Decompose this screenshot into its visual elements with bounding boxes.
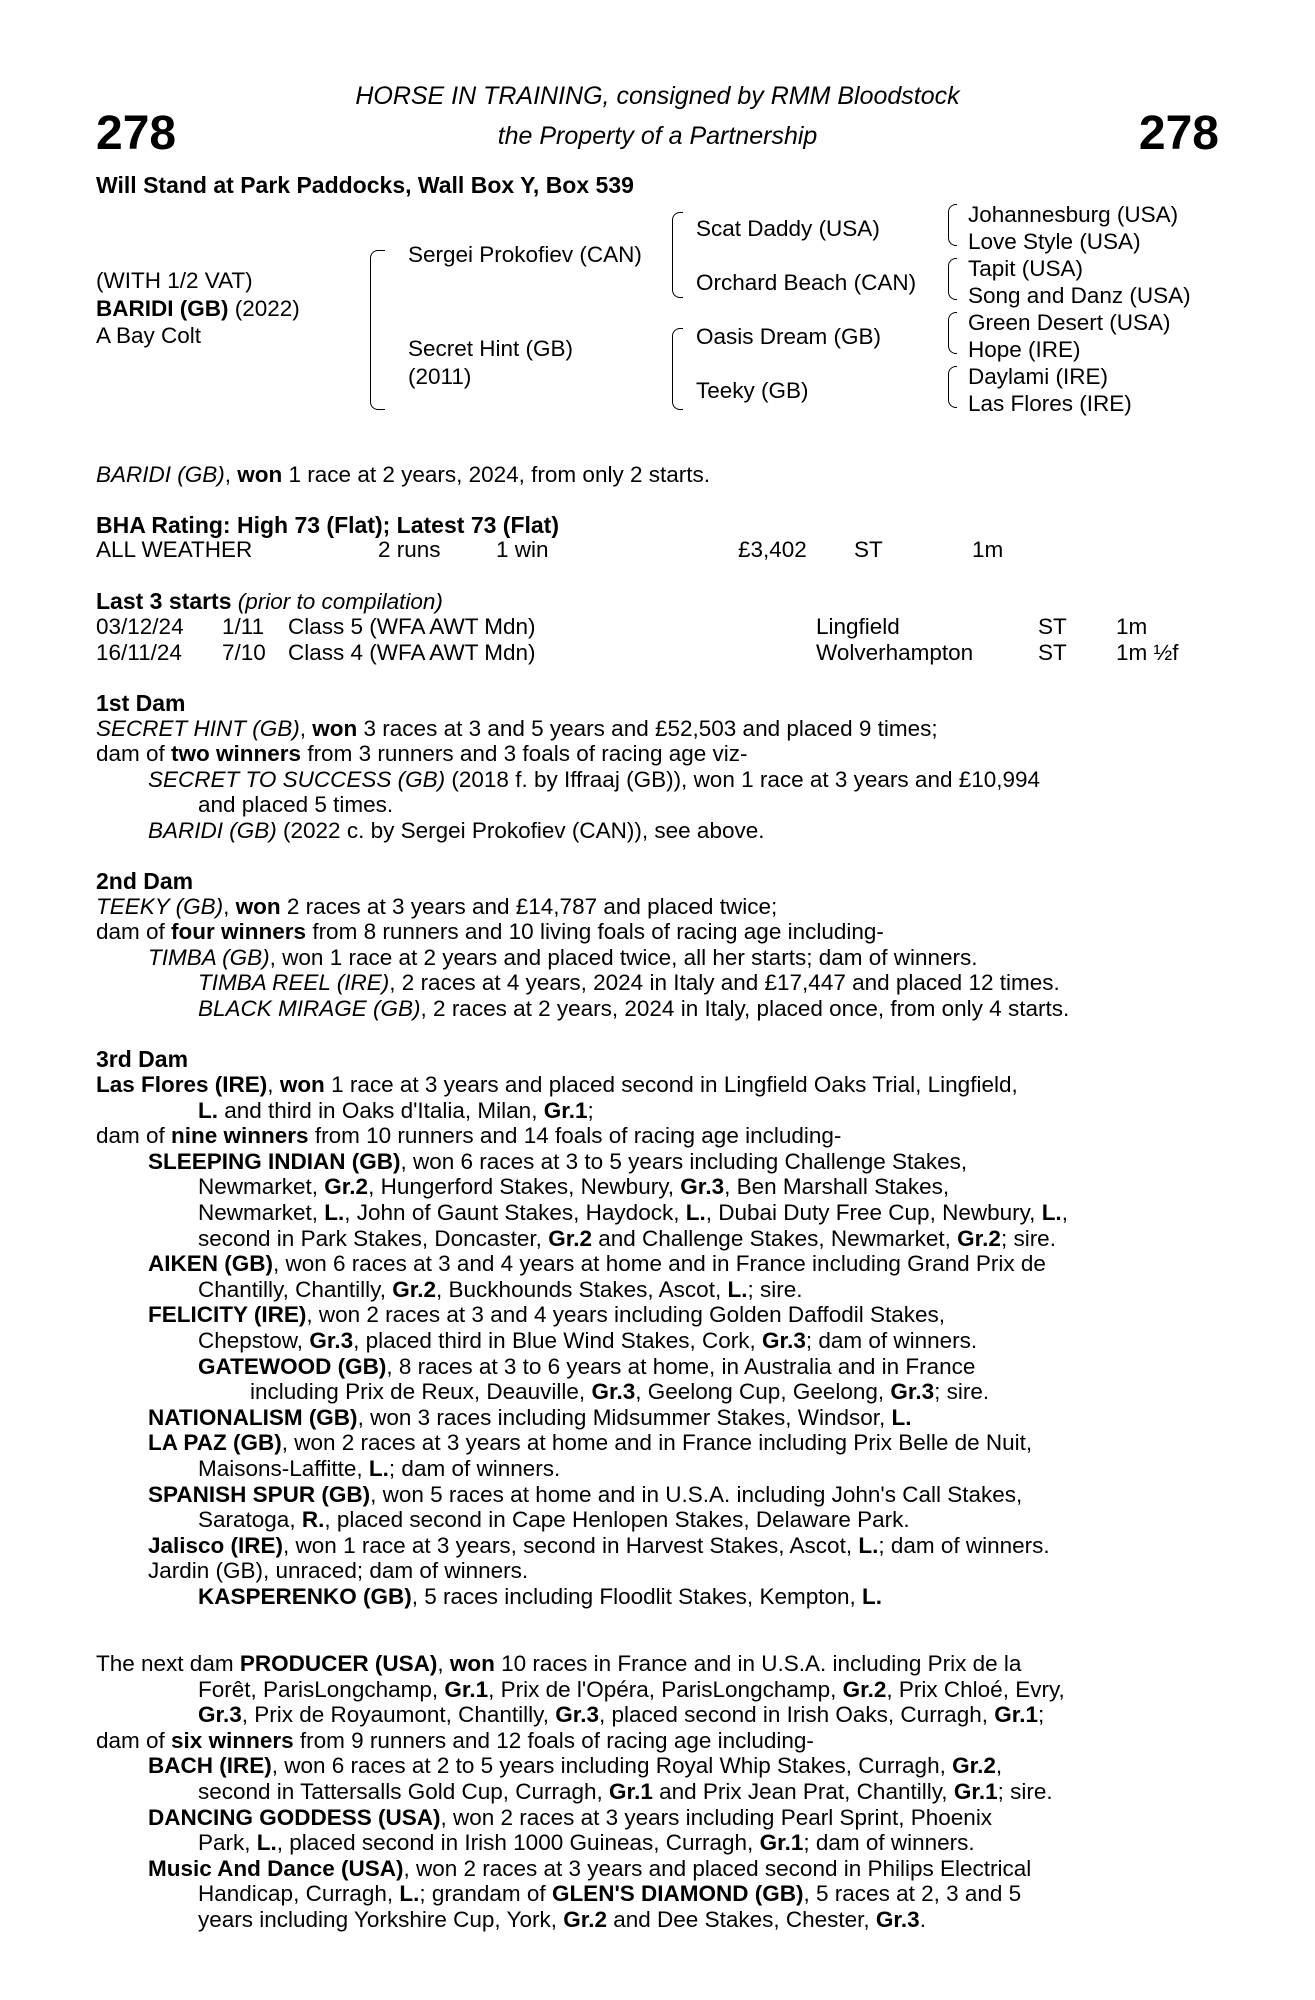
ggs-4: Song and Danz (USA) (968, 283, 1191, 308)
bold-text: Gr.1 (759, 1830, 804, 1856)
start-going: ST (1038, 640, 1067, 665)
start-going: ST (1038, 614, 1067, 639)
next-dam-line-6 (198, 1779, 1053, 1805)
text: ; dam of winners. (803, 1830, 975, 1856)
dam1-record: 3 races at 3 and 5 years and £52,503 and placed 9 times; (357, 716, 938, 741)
start-race: Class 5 (WFA AWT Mdn) (288, 614, 536, 639)
text: , Prix de Royaumont, Chantilly, (241, 1702, 556, 1728)
next-dam-line-11 (198, 1907, 926, 1933)
bold-text: GLEN'S DIAMOND (GB) (551, 1881, 804, 1907)
dam2-line-5 (198, 996, 1069, 1022)
bold-text: SPANISH SPUR (GB) (148, 1481, 371, 1507)
text: and Challenge Stakes, Newmarket, (591, 1225, 958, 1251)
dam3-line-13 (250, 1379, 989, 1405)
summary-won: won (237, 462, 283, 487)
text: Chepstow, (198, 1328, 310, 1353)
start-distance: 1m ½f (1116, 640, 1179, 665)
text: , Prix Chloé, Evry, (886, 1676, 1065, 1702)
bold-text: R. (301, 1507, 325, 1533)
bold-text: L. (256, 1830, 277, 1856)
text: , won 3 races including Midsummer Stakes, Windsor, (357, 1404, 892, 1430)
lot-number-right: 278 (1138, 107, 1219, 160)
text: . (919, 1907, 926, 1932)
dam3-line-5 (198, 1174, 949, 1200)
dam3-line-10 (148, 1302, 945, 1328)
text: and Dee Stakes, Chester, (607, 1907, 876, 1932)
horse-name: BARIDI (GB) (96, 296, 229, 321)
last-starts-note: (prior to compilation) (237, 589, 443, 614)
text: ; (587, 1097, 594, 1123)
dam1-line-3 (148, 767, 1040, 793)
bold-text: Gr.1 (994, 1702, 1039, 1728)
text: , won 5 races at home and in U.S.A. including John's Call Stakes, (370, 1481, 1023, 1507)
text: ; sire. (997, 1779, 1053, 1804)
text: , Prix de l'Opéra, ParisLongchamp, (488, 1676, 843, 1702)
start-course: Lingfield (816, 614, 900, 639)
text: , Hungerford Stakes, Newbury, (368, 1174, 681, 1200)
dam2-foals: from 8 runners and 10 living foals of racing age including- (306, 919, 884, 944)
text: , Geelong Cup, Geelong, (635, 1379, 891, 1405)
dam1-line-4: and placed 5 times. (198, 792, 394, 817)
bold-text: Gr.3 (198, 1702, 242, 1728)
dam3-line-4 (148, 1149, 967, 1175)
text: Park, (198, 1830, 257, 1856)
bold-text: Gr.2 (957, 1225, 1001, 1251)
start-position: 7/10 (222, 640, 266, 665)
dam3-line-20 (148, 1558, 528, 1584)
sire-dam: Orchard Beach (CAN) (696, 270, 917, 295)
dam2-line-4 (198, 970, 1060, 996)
text: second in Tattersalls Gold Cup, Curragh, (198, 1779, 610, 1804)
offspring-name: SECRET TO SUCCESS (GB) (148, 767, 446, 792)
text: dam of (96, 1123, 172, 1149)
text: ; dam of winners. (388, 1456, 561, 1481)
text: Newmarket, (198, 1174, 325, 1200)
bold-text: L. (685, 1200, 706, 1225)
bold-text: won (279, 1072, 325, 1097)
dam3-line-6 (198, 1200, 1068, 1226)
ggs-7: Daylami (IRE) (968, 364, 1109, 389)
dam2-name: TEEKY (GB) (96, 894, 224, 919)
last-starts-title: Last 3 starts (96, 588, 232, 614)
ggs-3: Tapit (USA) (968, 256, 1084, 281)
text: , won 1 race at 3 years, second in Harvest Stakes, Ascot, (283, 1532, 859, 1558)
text: Saratoga, (198, 1507, 302, 1533)
text: , won 2 races at 3 and 4 years including Golden Daffodil Stakes, (306, 1302, 946, 1328)
dam3-line-8 (148, 1251, 1046, 1277)
bold-text: L. (891, 1404, 912, 1430)
text: ; sire. (934, 1379, 990, 1405)
next-dam-line-7 (148, 1805, 992, 1831)
bold-text: Gr.2 (548, 1225, 592, 1251)
dam3-line-14 (148, 1405, 912, 1431)
text: , Ben Marshall Stakes, (724, 1174, 950, 1200)
offspring-record: (2022 c. by Sergei Prokofiev (CAN)), see above. (276, 818, 765, 843)
text: Newmarket, (198, 1200, 325, 1225)
bold-text: KASPERENKO (GB) (198, 1584, 412, 1609)
dam-name: Secret Hint (GB) (408, 336, 574, 361)
text: , Buckhounds Stakes, Ascot, (436, 1276, 728, 1302)
offspring-name: BLACK MIRAGE (GB) (198, 996, 421, 1021)
text: , (995, 1753, 1003, 1779)
next-dam-line-1 (96, 1651, 1021, 1677)
horse-title (96, 296, 300, 322)
offspring-record: (2018 f. by Iffraaj (GB)), won 1 race at 3 years and £10,994 (445, 767, 1041, 792)
dam2-line-1: TEEKY (GB), won 2 races at 3 years and £14,787 and placed twice; (96, 894, 778, 919)
lot-number-left: 278 (96, 107, 177, 160)
ggs-1: Johannesburg (USA) (968, 202, 1179, 227)
bha-rating: BHA Rating: High 73 (Flat); Latest 73 (Flat) (96, 512, 559, 538)
dam3-line-21 (198, 1584, 882, 1610)
bold-text: L. (324, 1200, 345, 1225)
bold-text: L. (399, 1881, 420, 1907)
dam3-line-11 (198, 1328, 977, 1354)
offspring-record: , won 1 race at 2 years and placed twice, all her starts; dam of winners. (269, 945, 978, 970)
bold-text: Gr.3 (762, 1328, 806, 1353)
bold-text: L. (858, 1532, 879, 1558)
bold-text: NATIONALISM (GB) (148, 1404, 358, 1430)
rating-prize: £3,402 (738, 537, 807, 562)
dam1-line-5 (148, 818, 764, 844)
text: , won 2 races at 3 years including Pearl Sprint, Phoenix (440, 1804, 993, 1830)
text: dam of (96, 1727, 172, 1753)
offspring-name: BARIDI (GB) (148, 818, 277, 843)
start-date: 16/11/24 (96, 640, 182, 665)
dam1-name: SECRET HINT (GB) (96, 716, 300, 741)
ggs-5: Green Desert (USA) (968, 310, 1171, 335)
bold-text: Gr.1 (444, 1676, 489, 1702)
bold-text: Gr.3 (555, 1702, 600, 1728)
text: Handicap, Curragh, (198, 1881, 400, 1907)
bold-text: won (449, 1651, 495, 1676)
bold-text: L. (198, 1097, 218, 1123)
stand-location: Will Stand at Park Paddocks, Wall Box Y, Box 539 (96, 172, 634, 198)
text: , John of Gaunt Stakes, Haydock, (344, 1200, 686, 1225)
bold-text: L. (862, 1584, 882, 1609)
bold-text: L. (1041, 1200, 1062, 1225)
dam2-dam-of: dam of (96, 919, 172, 944)
dam3-line-9 (198, 1277, 802, 1303)
text: ; sire. (1000, 1225, 1056, 1251)
text: from 10 runners and 14 foals of racing age including- (308, 1123, 842, 1149)
bold-text: L. (368, 1456, 389, 1481)
text: and third in Oaks d'Italia, Milan, (218, 1097, 544, 1123)
consignment-line: HORSE IN TRAINING, consigned by RMM Bloodstock (355, 82, 960, 110)
race-summary: BARIDI (GB), won 1 race at 2 years, 2024, from only 2 starts. (96, 462, 710, 487)
text: Chantilly, Chantilly, (198, 1276, 393, 1302)
text: Forêt, ParisLongchamp, (198, 1676, 445, 1702)
rating-distance: 1m (972, 537, 1004, 562)
summary-rest: 1 race at 2 years, 2024, from only 2 starts. (282, 462, 710, 487)
text: , won 6 races at 3 to 5 years including Challenge Stakes, (400, 1148, 968, 1174)
offspring-name: TIMBA (GB) (148, 945, 270, 970)
dam1-heading: 1st Dam (96, 690, 186, 716)
text: , placed second in Cape Henlopen Stakes, Delaware Park. (324, 1507, 910, 1533)
text: , (1061, 1200, 1068, 1225)
text: ; dam of winners. (878, 1532, 1050, 1558)
start-date: 03/12/24 (96, 614, 184, 639)
bold-text: Gr.3 (680, 1174, 725, 1200)
pedigree-brace-main (370, 250, 385, 410)
next-dam-line-9 (148, 1856, 1031, 1882)
text: ; sire. (747, 1276, 803, 1302)
bold-text: DANCING GODDESS (USA) (148, 1804, 441, 1830)
bold-text: Jalisco (IRE) (148, 1532, 284, 1558)
dam3-line-2 (198, 1098, 594, 1124)
bold-text: Gr.2 (952, 1753, 996, 1779)
dam3-heading: 3rd Dam (96, 1046, 189, 1072)
bold-text: L. (727, 1276, 748, 1302)
dam1-line-1: SECRET HINT (GB), won 3 races at 3 and 5 years and £52,503 and placed 9 times; (96, 716, 938, 741)
next-dam-line-2 (198, 1677, 1065, 1703)
text: , 8 races at 3 to 6 years at home, in Australia and in France (386, 1353, 976, 1379)
dam1-won: won (312, 716, 358, 741)
dam1-dam-of: dam of (96, 741, 172, 766)
text: , placed second in Irish 1000 Guineas, Curragh, (276, 1830, 760, 1856)
offspring-name: TIMBA REEL (IRE) (198, 970, 390, 995)
dam-year: (2011) (408, 364, 472, 389)
dam3-line-16 (198, 1456, 560, 1482)
dam2-line-3 (148, 945, 978, 971)
next-dam-line-5 (148, 1753, 1002, 1779)
bold-text: Gr.2 (563, 1907, 607, 1932)
offspring-record: , 2 races at 4 years, 2024 in Italy and £17,447 and placed 12 times. (389, 970, 1060, 995)
text: , (437, 1651, 450, 1676)
rating-wins: 1 win (496, 537, 549, 562)
dam-dam: Teeky (GB) (696, 378, 809, 403)
next-dam-line-10 (198, 1881, 1021, 1907)
bold-text: Gr.3 (591, 1379, 636, 1405)
rating-runs: 2 runs (378, 537, 441, 562)
bold-text: Gr.2 (392, 1276, 437, 1302)
bold-text: Music And Dance (USA) (148, 1855, 404, 1881)
text: , won 6 races at 2 to 5 years including Royal Whip Stakes, Curragh, (271, 1753, 953, 1779)
dam3-line-12 (198, 1354, 975, 1380)
start-position: 1/11 (222, 614, 265, 639)
last-starts-heading (96, 588, 443, 615)
text: 1 race at 3 years and placed second in Lingfield Oaks Trial, Lingfield, (324, 1072, 1018, 1097)
dam3-line-3 (96, 1123, 841, 1149)
bold-text: FELICITY (IRE) (148, 1302, 307, 1328)
dam1-line-2 (96, 741, 748, 767)
text: 10 races in France and in U.S.A. including Prix de la (494, 1651, 1022, 1676)
dam3-line-7 (198, 1226, 1056, 1252)
text: years including Yorkshire Cup, York, (198, 1907, 564, 1932)
dam2-line-2 (96, 919, 884, 945)
start-race: Class 4 (WFA AWT Mdn) (288, 640, 536, 665)
next-dam-line-8 (198, 1830, 975, 1856)
start-distance: 1m (1116, 614, 1148, 639)
dam3-line-18 (198, 1507, 910, 1533)
bold-text: Las Flores (IRE) (96, 1072, 268, 1097)
text: Maisons-Laffitte, (198, 1456, 369, 1481)
bold-text: Gr.1 (609, 1779, 653, 1804)
text: , 5 races at 2, 3 and 5 (803, 1881, 1022, 1907)
text: including Prix de Reux, Deauville, (250, 1379, 592, 1405)
dam1-winners: two winners (171, 741, 302, 766)
text: ; dam of winners. (805, 1328, 978, 1353)
bold-text: Gr.3 (309, 1328, 354, 1353)
bold-text: Gr.2 (842, 1676, 887, 1702)
bold-text: Gr.3 (875, 1907, 920, 1932)
bold-text: BACH (IRE) (148, 1753, 272, 1779)
text: ; grandam of (419, 1881, 552, 1907)
text: Jardin (GB), unraced; dam of winners. (148, 1558, 529, 1584)
pedigree-brace-gs1 (948, 204, 957, 246)
dam2-won: won (235, 894, 281, 919)
text: , won 6 races at 3 and 4 years at home and in France including Grand Prix de (273, 1251, 1046, 1277)
dam1-foals: from 3 runners and 3 foals of racing age viz- (301, 741, 748, 766)
dam3-line-15 (148, 1430, 1032, 1456)
ggs-8: Las Flores (IRE) (968, 391, 1132, 416)
next-dam-line-4 (96, 1728, 814, 1754)
pedigree-brace-gs2 (948, 258, 957, 300)
pedigree-brace-sire (672, 212, 683, 298)
horse-description: A Bay Colt (96, 323, 202, 348)
rating-going: ST (854, 537, 883, 562)
text: , won 2 races at 3 years and placed second in Philips Electrical (403, 1855, 1032, 1881)
bold-text: AIKEN (GB) (148, 1251, 273, 1277)
bold-text: GATEWOOD (GB) (198, 1353, 387, 1379)
text: ; (1038, 1702, 1045, 1728)
next-dam-line-3 (198, 1702, 1044, 1728)
pedigree-brace-dam (672, 328, 683, 410)
bold-text: Gr.1 (543, 1097, 588, 1123)
dam-sire: Oasis Dream (GB) (696, 324, 882, 349)
sire-name: Sergei Prokofiev (CAN) (408, 242, 642, 267)
bold-text: nine winners (171, 1123, 309, 1149)
bold-text: six winners (171, 1727, 294, 1753)
pedigree-brace-gs3 (948, 312, 957, 354)
text: , won 2 races at 3 years at home and in France including Prix Belle de Nuit, (281, 1430, 1033, 1456)
bold-text: PRODUCER (USA) (239, 1651, 438, 1676)
vat-note: (WITH 1/2 VAT) (96, 268, 253, 293)
text: and Prix Jean Prat, Chantilly, (652, 1779, 954, 1804)
text: , placed third in Blue Wind Stakes, Cork, (353, 1328, 763, 1353)
dam2-record: 2 races at 3 years and £14,787 and placed twice; (280, 894, 778, 919)
sire-sire: Scat Daddy (USA) (696, 216, 880, 241)
pedigree-brace-gs4 (948, 366, 957, 408)
text: second in Park Stakes, Doncaster, (198, 1225, 549, 1251)
bold-text: Gr.2 (324, 1174, 369, 1200)
text: The next dam (96, 1651, 240, 1676)
ggs-6: Hope (IRE) (968, 337, 1081, 362)
bold-text: LA PAZ (GB) (148, 1430, 282, 1456)
start-course: Wolverhampton (816, 640, 974, 665)
dam3-line-17 (148, 1482, 1022, 1508)
text: , 5 races including Floodlit Stakes, Kempton, (411, 1584, 862, 1609)
text: , Dubai Duty Free Cup, Newbury, (705, 1200, 1042, 1225)
bold-text: Gr.1 (953, 1779, 998, 1804)
offspring-record: , 2 races at 2 years, 2024 in Italy, placed once, from only 4 starts. (420, 996, 1070, 1021)
dam3-line-19 (148, 1533, 1050, 1559)
dam3-line-1 (96, 1072, 1018, 1098)
text: , (267, 1072, 280, 1097)
dam2-winners: four winners (171, 919, 307, 944)
text: , placed second in Irish Oaks, Curragh, (599, 1702, 995, 1728)
horse-year: (2022) (234, 296, 300, 321)
summary-horse-name: BARIDI (GB) (96, 462, 225, 487)
property-line: the Property of a Partnership (497, 122, 818, 150)
dam2-heading: 2nd Dam (96, 868, 194, 894)
rating-surface: ALL WEATHER (96, 537, 253, 562)
ggs-2: Love Style (USA) (968, 229, 1141, 254)
bold-text: SLEEPING INDIAN (GB) (148, 1148, 401, 1174)
bold-text: Gr.3 (890, 1379, 935, 1405)
text: from 9 runners and 12 foals of racing age including- (293, 1727, 814, 1753)
